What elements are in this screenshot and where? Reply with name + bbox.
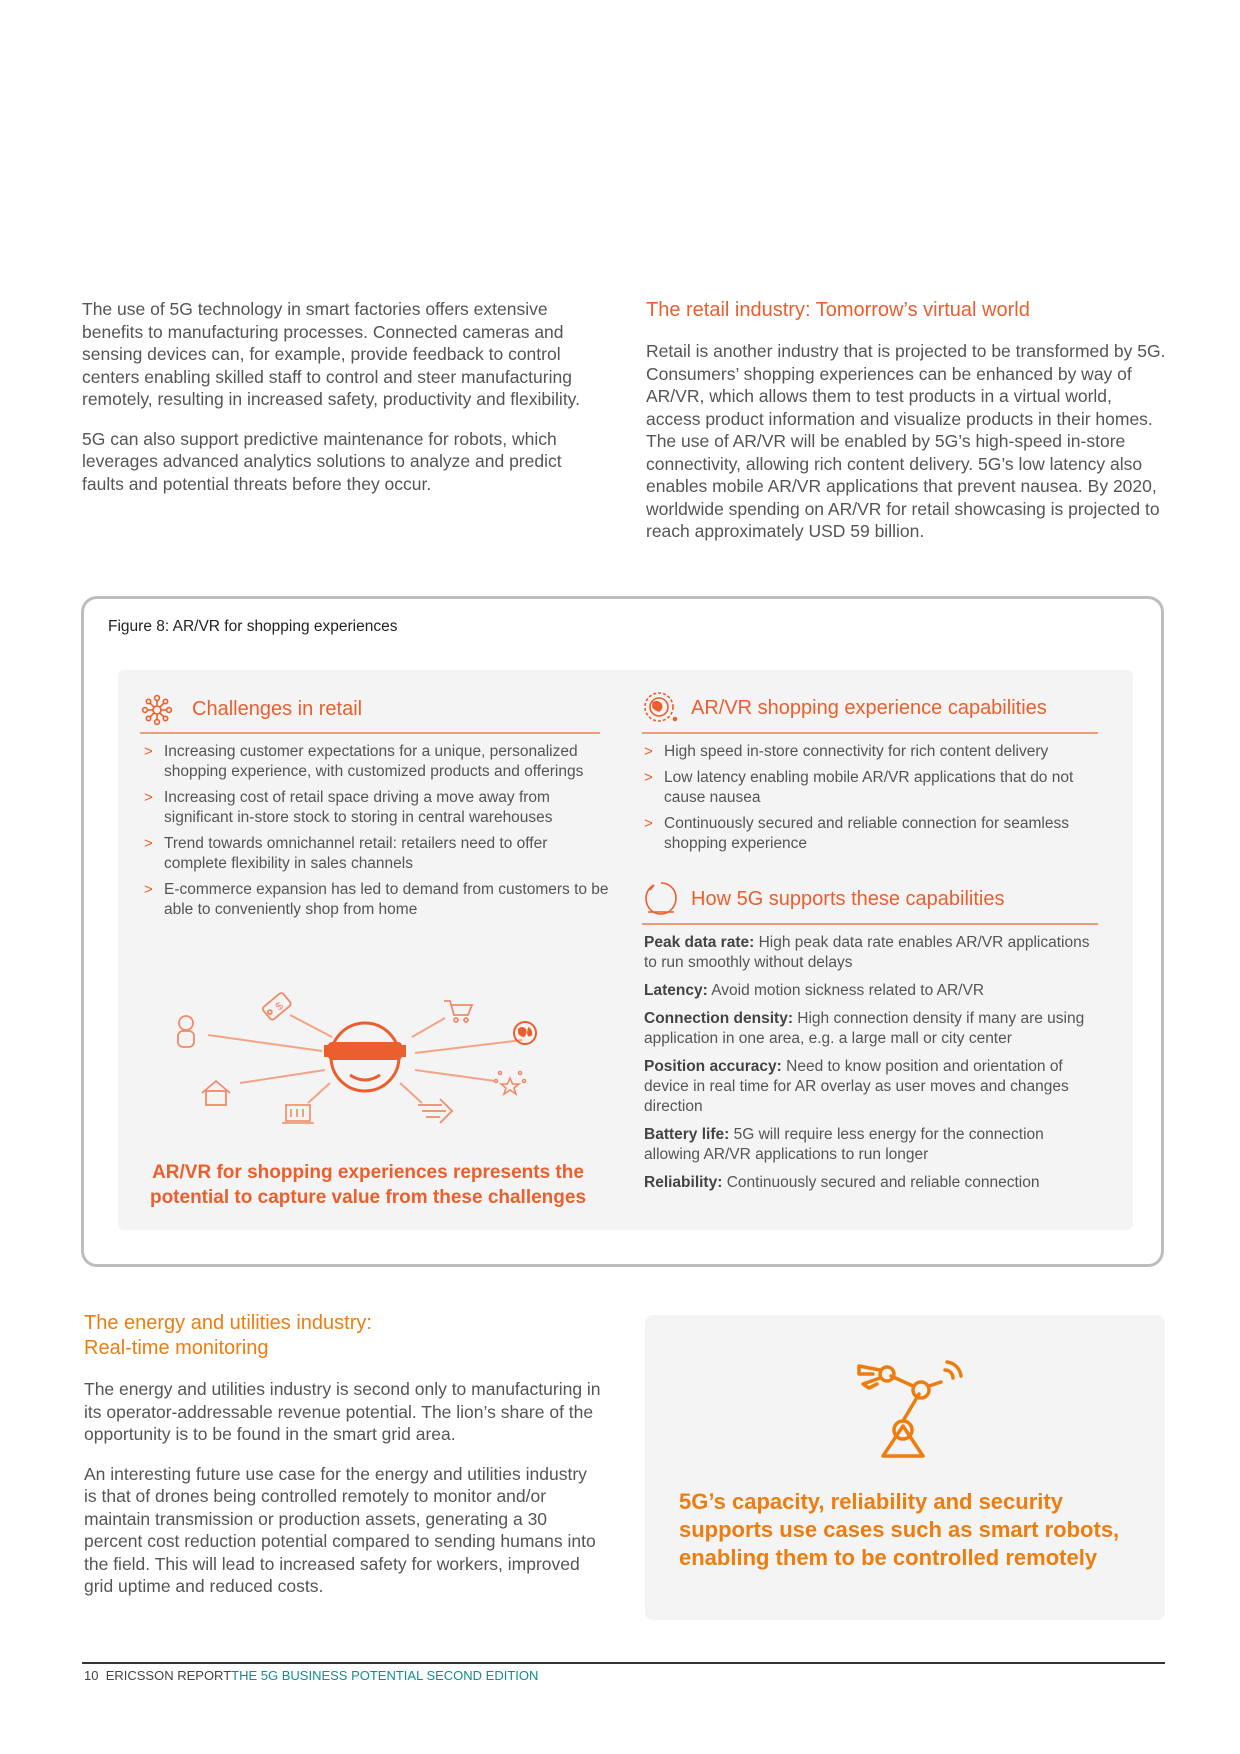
- figure-caption: Figure 8: AR/VR for shopping experiences: [108, 618, 398, 635]
- chevron-right-icon: >: [644, 815, 653, 832]
- ray-line: [415, 1070, 495, 1081]
- challenges-heading: Challenges in retail: [192, 698, 363, 720]
- storefront-icon: [282, 1105, 314, 1123]
- list-item: > Continuously secured and reliable connection for seamless shopping experience: [644, 815, 1069, 852]
- page-number: 10: [84, 1668, 99, 1683]
- list-item: Latency: Avoid motion sickness related to AR/VR: [644, 982, 985, 999]
- list-item: Battery life: 5G will require less energy for the connection allowing AR/VR applications to run longer: [644, 1126, 1044, 1163]
- capabilities-list: [642, 742, 1112, 854]
- ray-line: [400, 1083, 422, 1103]
- list-item: Reliability: Continuously secured and reliable connection: [644, 1174, 1040, 1191]
- support-list: [644, 933, 1104, 1201]
- ray-line: [308, 1083, 330, 1103]
- intro-column: [82, 298, 582, 495]
- chevron-right-icon: >: [144, 881, 153, 898]
- capabilities-heading: AR/VR shopping experience capabilities: [691, 697, 1047, 719]
- price-tag-icon: [262, 992, 292, 1021]
- ray-line: [290, 1015, 332, 1037]
- list-item: > Increasing customer expectations for a unique, personalized shopping experience, with customized products and offerings: [144, 743, 584, 780]
- house-icon: [202, 1081, 230, 1105]
- energy-column: [84, 1311, 604, 1598]
- vr-headset-face-icon: [324, 1023, 406, 1091]
- footer-publisher: ERICSSON REPORT: [105, 1668, 232, 1683]
- shopping-cart-icon: [444, 1001, 472, 1022]
- energy-paragraph-1: The energy and utilities industry is second only to manufacturing in its operator-addressable revenue potential. The lion’s share of the opportunity is to be found in the smart grid area.: [84, 1379, 601, 1444]
- vr-shopping-illustration: [160, 985, 550, 1130]
- intro-paragraph-1: The use of 5G technology in smart factories offers extensive benefits to manufacturing processes. Connected cameras and sensing devices can, for example, provide feedback to control centers enabling skilled staff to control and steer manufacturing remotely, resulting in increased safety, productivity and flexibility.: [82, 299, 580, 409]
- support-heading: How 5G supports these capabilities: [691, 888, 1005, 910]
- list-item: Position accuracy: Need to know position and orientation of device in real time for AR overlay as user moves and changes direction: [644, 1058, 1069, 1115]
- footer-rule: [82, 1662, 1165, 1664]
- chevron-right-icon: >: [144, 743, 153, 760]
- list-item: > E-commerce expansion has led to demand from customers to be able to conveniently shop from home: [144, 881, 609, 918]
- retail-paragraph: Retail is another industry that is projected to be transformed by 5G. Consumers’ shopping experiences can be enhanced by way of AR/VR, which allows them to test products in a virtual world, access product information and visualize products in their homes. The use of AR/VR will be enabled by 5G’s high-speed in-store connectivity, allowing rich content delivery. 5G’s low latency also enables mobile AR/VR applications that prevent nausea. By 2020, worldwide spending on AR/VR for retail showcasing is projected to reach approximately USD 59 billion.: [646, 341, 1166, 541]
- retail-heading: The retail industry: Tomorrow’s virtual world: [646, 299, 1030, 321]
- footer: [84, 1668, 538, 1683]
- robot-quote: 5G’s capacity, reliability and security supports use cases such as smart robots, enabling them to be controlled remotely: [679, 1489, 1120, 1570]
- ray-line: [415, 1040, 522, 1053]
- challenges-list-wrap: [142, 742, 612, 926]
- ray-line: [208, 1035, 322, 1051]
- list-item: > Trend towards omnichannel retail: retailers need to offer complete flexibility in sales channels: [144, 835, 548, 872]
- support-rule: [642, 923, 1098, 925]
- 5g-signal-icon: [642, 880, 680, 918]
- energy-heading: [84, 1311, 604, 1361]
- energy-heading-line-1: The energy and utilities industry:: [84, 1312, 372, 1334]
- list-item: > Increasing cost of retail space driving a move away from significant in-store stock to storing in central warehouses: [144, 789, 553, 826]
- globe-icon: [514, 1022, 536, 1044]
- robot-arm-icon: [855, 1352, 975, 1462]
- challenges-rule: [140, 732, 600, 734]
- chevron-right-icon: >: [144, 835, 153, 852]
- challenges-list: [142, 742, 612, 920]
- energy-heading-line-2: Real-time monitoring: [84, 1337, 269, 1359]
- network-nodes-icon: [141, 694, 173, 726]
- figure-summary: AR/VR for shopping experiences represents the potential to capture value from these challenges: [149, 1162, 587, 1208]
- capabilities-rule: [642, 732, 1098, 734]
- ray-line: [240, 1070, 325, 1083]
- vr-globe-icon: [641, 690, 679, 724]
- chevron-right-icon: >: [644, 769, 653, 786]
- fast-delivery-icon: [418, 1099, 452, 1123]
- chevron-right-icon: >: [144, 789, 153, 806]
- person-icon: [178, 1016, 194, 1047]
- list-item: > Low latency enabling mobile AR/VR applications that do not cause nausea: [644, 769, 1074, 806]
- stars-icon: [495, 1072, 526, 1095]
- svg-text:$: $: [273, 999, 286, 1014]
- capabilities-list-wrap: [642, 742, 1112, 860]
- ray-line: [412, 1018, 445, 1037]
- list-item: > High speed in-store connectivity for rich content delivery: [644, 743, 1049, 760]
- chevron-right-icon: >: [644, 743, 653, 760]
- intro-paragraph-2: 5G can also support predictive maintenance for robots, which leverages advanced analytics solutions to analyze and predict faults and potential threats before they occur.: [82, 428, 562, 494]
- energy-paragraph-2: An interesting future use case for the energy and utilities industry is that of drones being controlled remotely to monitor and/or maintain transmission or production assets, generating a 30 percent cost reduction potential compared to sending humans into the field. This will lead to increased safety for workers, improved grid uptime and reduced costs.: [84, 1463, 596, 1596]
- retail-column: [646, 298, 1171, 543]
- list-item: Peak data rate: High peak data rate enables AR/VR applications to run smoothly without delays: [644, 934, 1090, 971]
- footer-report-title: THE 5G BUSINESS POTENTIAL SECOND EDITION: [231, 1668, 539, 1683]
- list-item: Connection density: High connection density if many are using application in one area, e.g. a large mall or city center: [644, 1010, 1085, 1047]
